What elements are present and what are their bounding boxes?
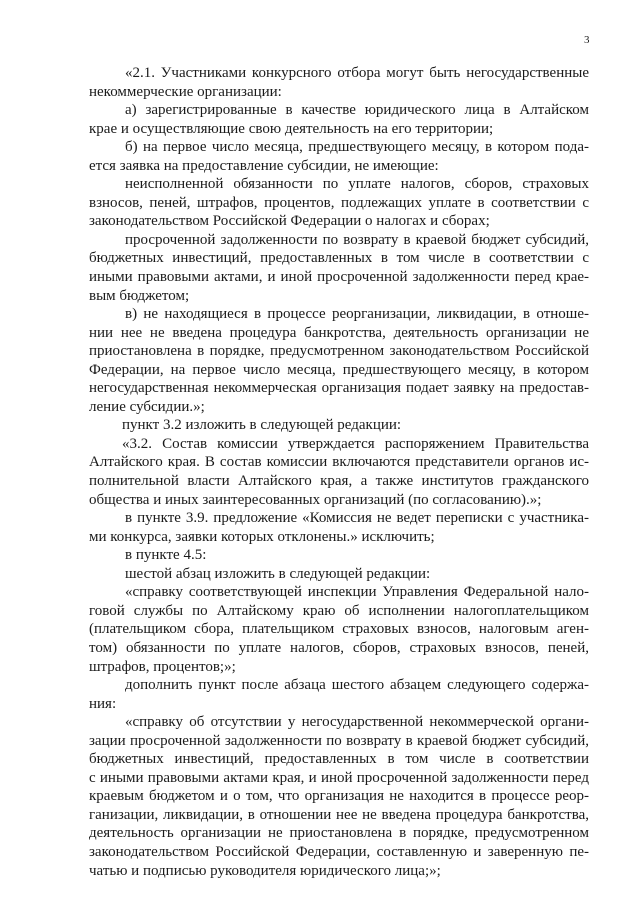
text-line: просроченной задолженности по возврату в краевой бюджет субсидий, [125, 231, 589, 248]
text-line: иными правовыми актами, и иной просроченной задолженности перед крае- [89, 269, 589, 286]
text-line: в пункте 3.9. предложение «Комиссия не ведет переписки с участника- [125, 510, 589, 527]
text-line: штрафов, процентов;»; [89, 658, 236, 675]
text-line: взносов, пеней, штрафов, процентов, подлежащих уплате в соответствии с [89, 194, 589, 211]
text-line: некоммерческие организации: [89, 83, 282, 100]
text-line: ми конкурса, заявки которых отклонены.» исключить; [89, 528, 435, 545]
text-line: нии нее не введена процедура банкротства, деятельность организации не [89, 324, 589, 341]
text-line: ния: [89, 695, 117, 712]
text-line: Алтайского края. В состав комиссии включаются представители органов ис- [89, 454, 589, 471]
text-line: (плательщиком сбора, плательщиком страховых взносов, налоговым аген- [89, 621, 589, 638]
text-line: «справку об отсутствии у негосударственной некоммерческой органи- [125, 714, 589, 731]
text-line: негосударственная некоммерческая организация подает заявку на предостав- [89, 380, 589, 397]
text-line: б) на первое число месяца, предшествующего месяцу, в котором пода- [125, 139, 589, 156]
text-line: в) не находящиеся в процессе реорганизации, ликвидации, в отноше- [125, 306, 589, 323]
text-line: с иными правовыми актами края, и иной просроченной задолженности перед [89, 769, 589, 786]
page-number: 3 [584, 34, 590, 46]
text-line: ется заявка на предоставление субсидии, не имеющие: [89, 157, 439, 174]
text-line: шестой абзац изложить в следующей редакции: [125, 565, 431, 582]
text-line: приостановлена в порядке, предусмотренном законодательством Российской [89, 343, 589, 360]
text-line: деятельность организации не приостановлена в порядке, предусмотренном [89, 825, 589, 842]
text-line: «справку соответствующей инспекции Управления Федеральной нало- [125, 584, 589, 601]
text-line: Федерации, на первое число месяца, предшествующего месяцу, в котором [89, 361, 589, 378]
text-line: ление субсидии.»; [89, 398, 205, 415]
text-line: ганизации, ликвидации, в отношении нее не введена процедура банкротства, [89, 806, 589, 823]
text-line: «3.2. Состав комиссии утверждается распоряжением Правительства [122, 435, 589, 452]
text-line: дополнить пункт после абзаца шестого абзацем следующего содержа- [125, 677, 589, 694]
text-line: полнительной власти Алтайского края, а также институтов гражданского [89, 473, 589, 490]
document-body [89, 64, 589, 880]
text-line: чатью и подписью руководителя юридического лица;»; [89, 862, 441, 879]
text-line: зации просроченной задолженности по возврату в краевой бюджет субсидий, [89, 732, 589, 749]
text-line: в пункте 4.5: [125, 547, 207, 564]
text-line: законодательством Российской Федерации, составленную и заверенную пе- [89, 843, 589, 860]
text-line: бюджетных инвестиций, предоставленных в том числе в соответствии [89, 751, 589, 768]
text-line: а) зарегистрированные в качестве юридического лица в Алтайском [125, 102, 589, 119]
text-line: краевым бюджетом и о том, что организация не находится в процессе реор- [89, 788, 589, 805]
text-line: вым бюджетом; [89, 287, 190, 304]
text-line: пункт 3.2 изложить в следующей редакции: [122, 417, 402, 434]
text-line: неисполненной обязанности по уплате налогов, сборов, страховых [125, 176, 589, 193]
text-line: бюджетных инвестиций, предоставленных в том числе в соответствии с [89, 250, 589, 267]
text-line: общества и иных заинтересованных организаций (по согласованию).»; [89, 491, 542, 508]
text-line: том) обязанности по уплате налогов, сборов, страховых взносов, пеней, [89, 639, 589, 656]
text-line: крае и осуществляющие свою деятельность на его территории; [89, 120, 494, 137]
text-line: «2.1. Участниками конкурсного отбора могут быть негосударственные [125, 65, 589, 81]
text-line: говой службы по Алтайскому краю об исполнении налогоплательщиком [89, 602, 589, 619]
text-line: законодательством Российской Федерации о налогах и сборах; [89, 213, 490, 230]
